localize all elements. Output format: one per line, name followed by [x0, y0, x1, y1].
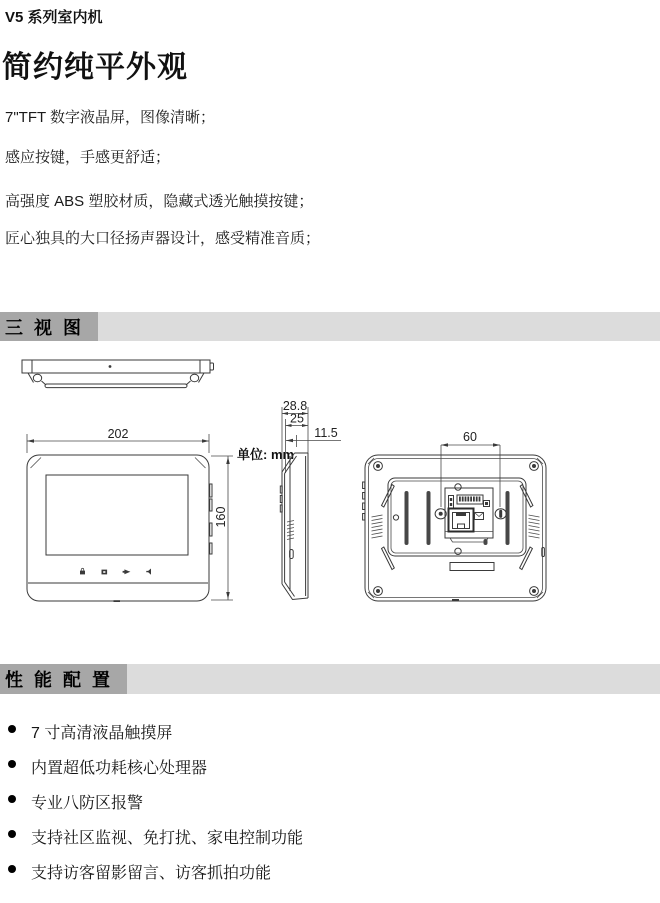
front-view-body — [27, 455, 209, 601]
front-view-bottom-notch — [114, 600, 121, 602]
front-view-screen — [46, 475, 188, 555]
page-headline: 简约纯平外观 — [2, 51, 188, 84]
dim-side-total-depth-label: 28.8 — [282, 399, 308, 413]
unit-label: 单位: mm — [237, 447, 295, 462]
dim-front-width — [27, 427, 209, 453]
panel-screw-hole-left — [393, 515, 398, 520]
list-item — [8, 755, 207, 778]
section-title-performance: 性 能 配 置 — [5, 670, 114, 690]
technical-drawing — [0, 350, 660, 662]
feature-line: 感应按键，手感更舒适； — [5, 149, 171, 166]
product-series-title: V5 系列室内机 — [5, 9, 103, 26]
speaker-icon — [146, 569, 151, 575]
list-item — [8, 720, 172, 743]
dim-side-front-depth-label: 11.5 — [314, 426, 338, 440]
dim-front-height — [211, 456, 233, 600]
aux-connector — [484, 501, 490, 507]
section-title-three-views: 三 视 图 — [5, 317, 85, 338]
bullet-text: 专业八防区报警 — [31, 795, 144, 812]
feature-line: 匠心独具的大口径扬声器设计，感受精准音质； — [5, 230, 321, 247]
back-view-right-slot — [542, 548, 545, 557]
top-view-lens-bar — [45, 384, 187, 388]
dim-front-height-label: 160 — [214, 506, 228, 528]
section-bar-performance — [0, 664, 660, 694]
section-chip-performance — [0, 664, 127, 694]
back-view — [363, 430, 546, 601]
list-item — [8, 825, 303, 848]
list-item — [8, 860, 271, 883]
panel-hole-bottom — [455, 548, 461, 554]
envelope-port — [475, 513, 484, 520]
section-bar-three-views — [0, 312, 660, 341]
top-view-left-hinge — [33, 374, 41, 382]
terminal-block — [457, 495, 483, 504]
bullet-dot-icon — [8, 760, 16, 768]
section-chip-three-views — [0, 312, 98, 341]
back-view-bottom-notch — [450, 563, 494, 571]
back-view-bottom-tick — [452, 599, 459, 601]
dim-side-front-depth — [286, 426, 341, 447]
rj45-jack — [449, 509, 474, 532]
dim-side-body-depth-label: 25 — [290, 411, 304, 426]
top-view-center-dot — [109, 365, 112, 368]
bullet-text: 7 寸高清液晶触摸屏 — [31, 725, 173, 742]
bullet-text: 支持访客留影留言、访客抓拍功能 — [31, 865, 272, 882]
panel-hole-top — [455, 484, 461, 490]
dip-switch — [449, 496, 454, 509]
unlock-icon — [80, 568, 85, 574]
bullet-text: 支持社区监视、免打扰、家电控制功能 — [31, 830, 304, 847]
front-view-side-buttons — [210, 484, 212, 554]
back-view-left-buttons — [363, 482, 365, 520]
bullet-text: 内置超低功耗核心处理器 — [31, 760, 208, 777]
list-item — [8, 790, 143, 813]
side-view-body — [280, 453, 308, 600]
top-view — [22, 360, 214, 388]
top-view-side-button — [210, 363, 214, 370]
dim-front-width-label: 202 — [107, 427, 129, 441]
side-view — [237, 399, 341, 600]
back-view-speaker-grille-left — [372, 515, 383, 538]
monitor-icon — [102, 570, 108, 575]
dim-back-hole-spacing-label: 60 — [463, 430, 477, 444]
bullet-dot-icon — [8, 795, 16, 803]
front-view — [27, 427, 233, 602]
connector-block — [445, 488, 493, 542]
bullet-dot-icon — [8, 865, 16, 873]
bullet-dot-icon — [8, 830, 16, 838]
top-view-right-hinge — [190, 374, 198, 382]
call-arrow-icon — [123, 569, 131, 574]
feature-line: 高强度 ABS 塑胶材质，隐藏式透光触摸按键； — [5, 193, 314, 210]
back-view-speaker-grille-right — [529, 515, 540, 538]
mount-hole-right — [495, 509, 506, 519]
feature-line: 7"TFT 数字液晶屏，图像清晰； — [5, 109, 216, 126]
touch-keys — [80, 568, 151, 574]
bullet-dot-icon — [8, 725, 16, 733]
